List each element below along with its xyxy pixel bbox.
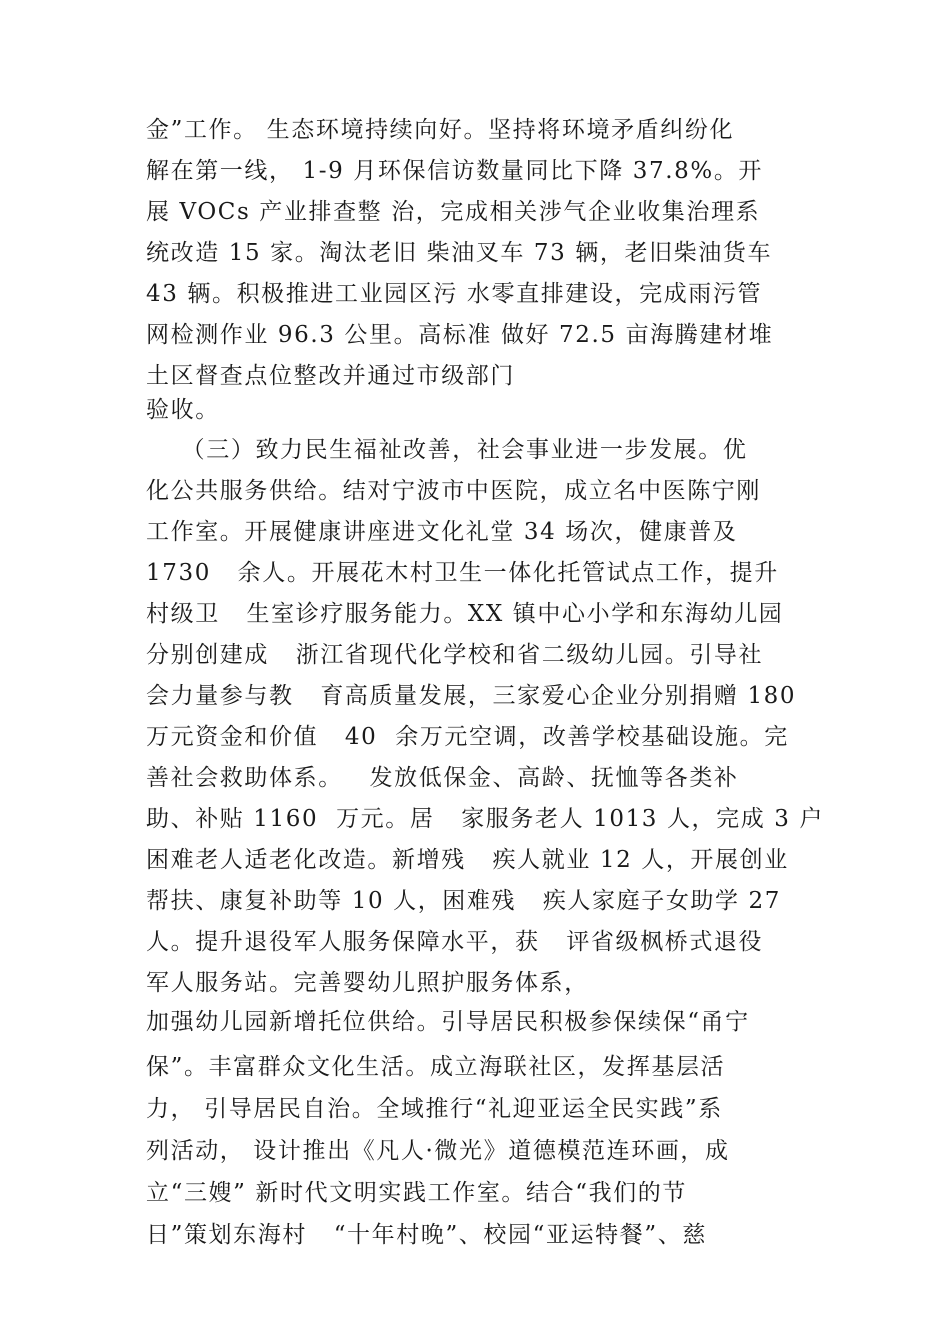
text-line: 1730 余人。开展花木村卫生一体化托管试点工作，提升 xyxy=(146,560,779,586)
text-line: 善社会救助体系。 发放低保金、高龄、抚恤等各类补 xyxy=(146,765,739,791)
text-line: 助、补贴 1160 万元。居 家服务老人 1013 人，完成 3 户 xyxy=(146,806,825,832)
text-line: 加强幼儿园新增托位供给。引导居民积极参保续保“甬宁 xyxy=(146,1009,750,1035)
text-line: 分别创建成 浙江省现代化学校和省二级幼儿园。引导社 xyxy=(146,642,764,668)
text-line: 化公共服务供给。结对宁波市中医院，成立名中医陈宁刚 xyxy=(146,478,761,504)
text-line: 村级卫 生室诊疗服务能力。XX 镇中心小学和东海幼儿园 xyxy=(146,601,784,627)
text-line: 展 VOCs 产业排查整 治，完成相关涉气企业收集治理系 xyxy=(146,199,761,225)
text-line: 军人服务站。完善婴幼儿照护服务体系， xyxy=(146,970,589,996)
text-line: 保”。丰富群众文化生活。成立海联社区，发挥基层活 xyxy=(146,1054,726,1080)
text-line: 工作室。开展健康讲座进文化礼堂 34 场次，健康普及 xyxy=(146,519,738,545)
text-line: 土区督查点位整改并通过市级部门 xyxy=(146,363,515,389)
text-line: （三）致力民生福祉改善，社会事业进一步发展。优 xyxy=(146,437,748,463)
text-line: 困难老人适老化改造。新增残 疾人就业 12 人，开展创业 xyxy=(146,847,789,873)
text-line: 43 辆。积极推进工业园区污 水零直排建设，完成雨污管 xyxy=(146,281,763,307)
text-line: 立“三嫂” 新时代文明实践工作室。结合“我们的节 xyxy=(146,1180,687,1206)
text-line: 力， 引导居民自治。全域推行“礼迎亚运全民实践”系 xyxy=(146,1096,723,1122)
text-line: 会力量参与教 育高质量发展，三家爱心企业分别捐赠 180 xyxy=(146,683,797,709)
text-line: 万元资金和价值 40 余万元空调，改善学校基础设施。完 xyxy=(146,724,789,750)
text-line: 验收。 xyxy=(146,397,220,423)
text-line: 帮扶、康复补助等 10 人，困难残 疾人家庭子女助学 27 xyxy=(146,888,781,914)
text-line: 网检测作业 96.3 公里。高标准 做好 72.5 亩海腾建材堆 xyxy=(146,322,774,348)
text-line: 解在第一线， 1-9 月环保信访数量同比下降 37.8%。开 xyxy=(146,158,764,184)
text-line: 人。提升退役军人服务保障水平，获 评省级枫桥式退役 xyxy=(146,929,764,955)
text-line: 列活动， 设计推出《凡人·微光》道德模范连环画，成 xyxy=(146,1138,730,1164)
text-line: 统改造 15 家。淘汰老旧 柴油叉车 73 辆，老旧柴油货车 xyxy=(146,240,773,266)
text-line: 日”策划东海村 “十年村晚”、校园“亚运特餐”、慈 xyxy=(146,1222,707,1248)
text-line: 金”工作。 生态环境持续向好。坚持将环境矛盾纠纷化 xyxy=(146,117,735,143)
